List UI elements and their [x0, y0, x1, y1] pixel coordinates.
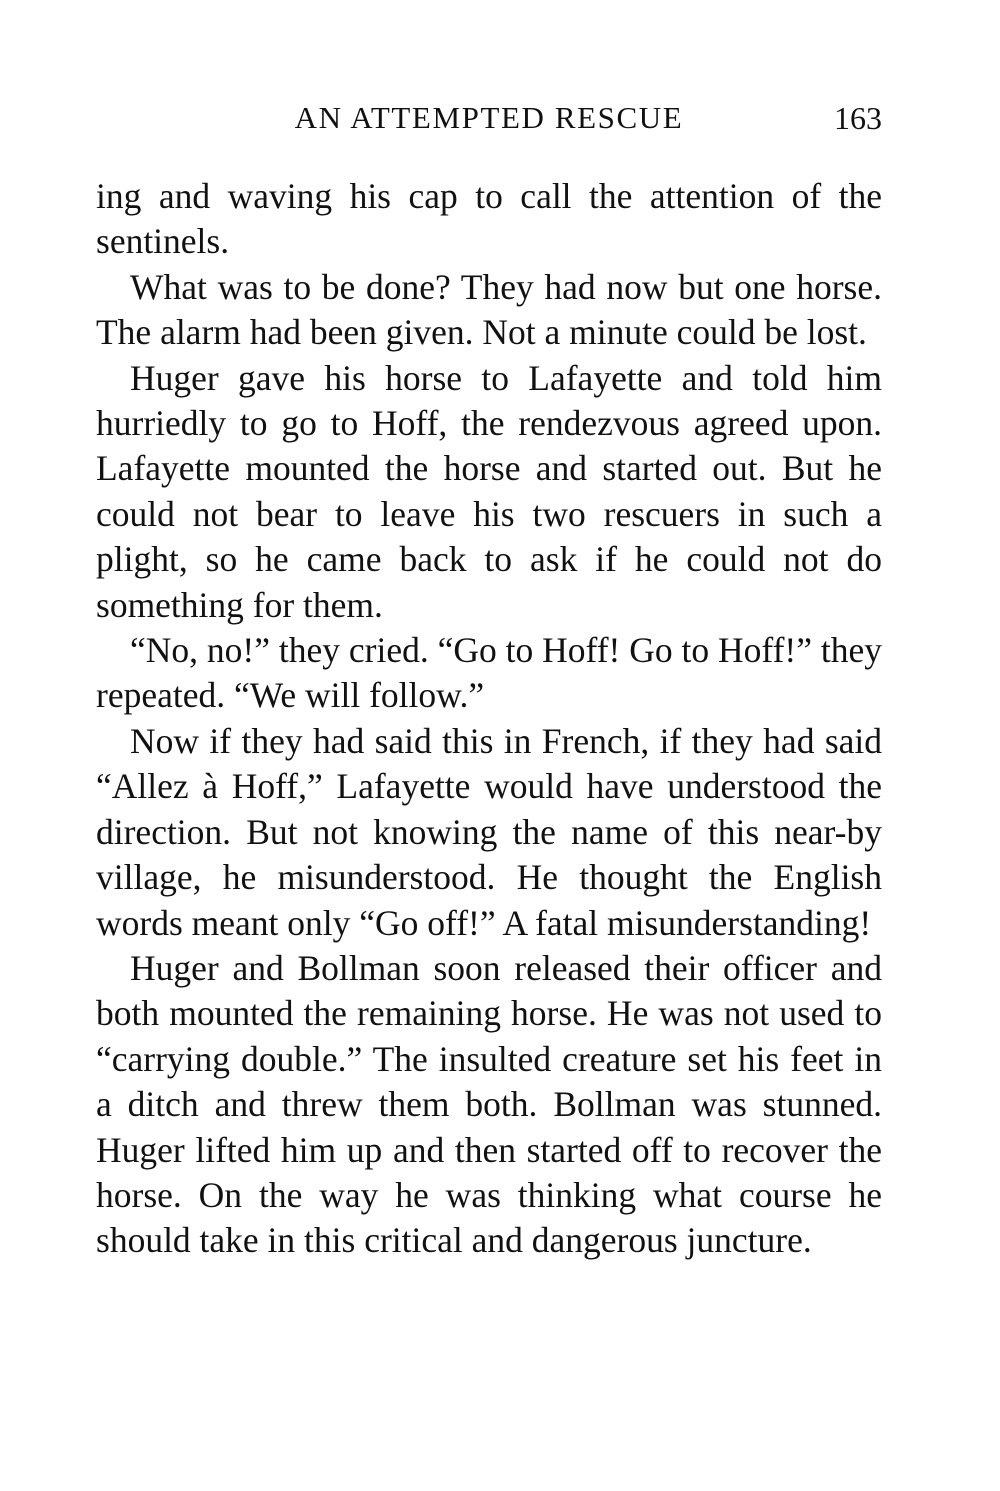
paragraph-continued: ing and waving his cap to call the attention of the sentinels.: [96, 176, 882, 262]
body-text: [96, 174, 882, 1264]
paragraph: Huger gave his horse to Lafayette and told him hurriedly to go to Hoff, the rendezvous agreed upon. Lafayette mounted the horse and started out. But he could not bear to leave his two rescuers in such a plight, so he came back to ask if he could not do something for them.: [96, 357, 882, 625]
paragraph: What was to be done? They had now but one horse. The alarm had been given. Not a minute could be lost.: [96, 266, 882, 353]
paragraph: “No, no!” they cried. “Go to Hoff! Go to Hoff!” they repeated. “We will follow.”: [96, 630, 882, 716]
running-header: [96, 96, 882, 140]
paragraph: Huger and Bollman soon released their officer and both mounted the remaining horse. He was not used to “carrying double.” The insulted creature set his feet in a ditch and threw them both. Bollman was stunned. Huger lifted him up and then started off to recover the horse. On the way he was thinking what course he should take in this critical and dangerous juncture.: [96, 947, 882, 1261]
page-number: 163: [834, 100, 882, 136]
running-title: AN ATTEMPTED RESCUE: [294, 100, 684, 135]
paragraph: Now if they had said this in French, if they had said “Allez à Hoff,” Lafayette would have understood the direction. But not knowing the name of this near-by village, he misunderstood. He thought the English words meant only “Go off!” A fatal misunderstanding!: [96, 720, 882, 943]
